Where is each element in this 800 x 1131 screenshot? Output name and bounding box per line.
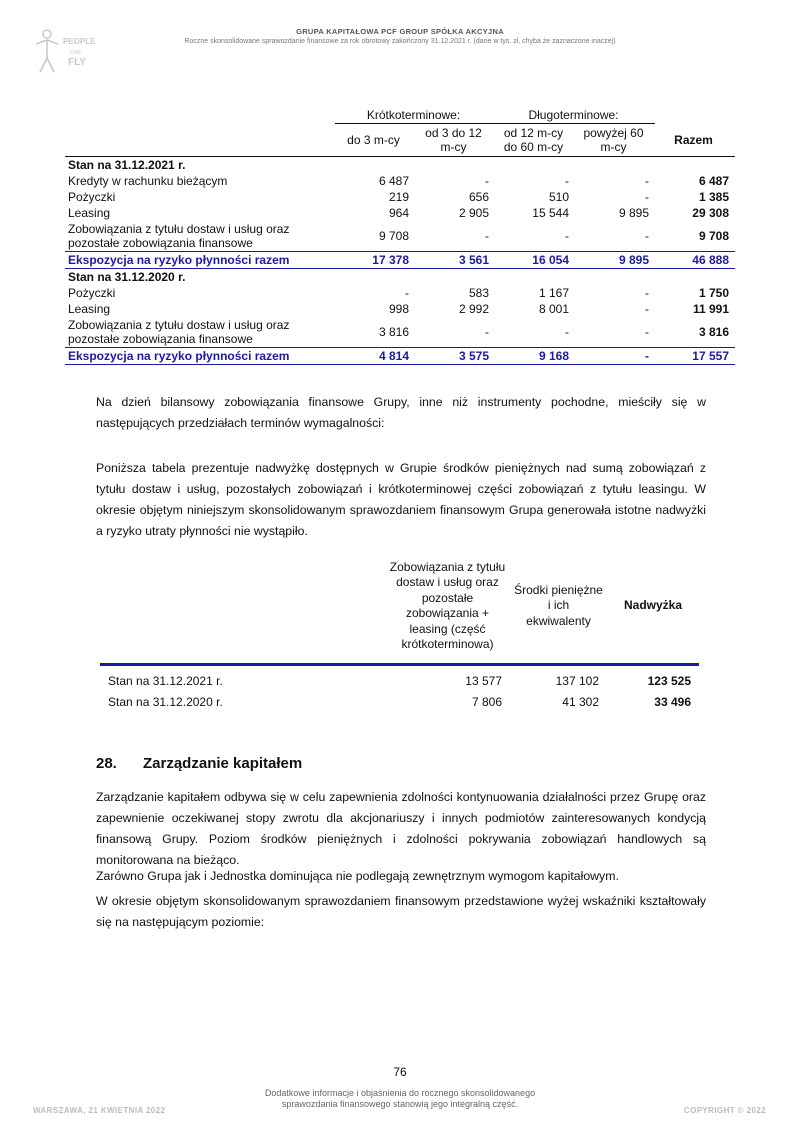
cell: - [645,285,649,300]
row-total: 9 708 [698,228,729,243]
section-title: Zarządzanie kapitałem [143,755,303,772]
paragraph-external-requirements: Zarówno Grupa jak i Jednostka dominująca nie podlegają zewnętrznym wymogom kapitałowym. [96,869,619,883]
col-total: Razem [655,124,735,157]
section-row [65,268,735,285]
total-row-2021 [65,251,735,268]
table-row [65,173,735,189]
footer-note-line1: Dodatkowe informacje i objaśnienia do rocznego skonsolidowanego [264,1088,536,1098]
cell: 41 302 [562,694,599,709]
cell: - [405,285,409,300]
cell: 13 577 [465,673,502,688]
col-liabilities: Zobowiązania z tytułu dostaw i usług oraz pozostałe zobowiązania + leasing (część krótkoterminowa) [385,549,510,665]
cell: - [565,173,569,188]
row-total: 1 750 [698,285,729,300]
paragraph-capital-management: Zarządzanie kapitałem odbywa się w celu zapewnienia zdolności kontynuowania działalności przez Grupę oraz zapewnienie oczekiwanej stopy zwrotu dla akcjonariuszy i innych podmiotów zainteresowanych kondycją finansową Grupy. Poziom środków pieniężnych i zdolności pokrywania zobowiązań handlowych są monitorowana na bieżąco. [96,790,706,867]
group-long-term: Długoterminowe: [495,107,655,124]
header-title: GRUPA KAPITAŁOWA PCF GROUP SPÓŁKA AKCYJNA [296,27,504,36]
row-total: 46 888 [655,251,735,268]
cell: 8 001 [538,301,569,316]
cell: - [565,228,569,243]
row-total: 6 487 [698,173,729,188]
header-group-row [65,107,735,124]
row-total: 1 385 [698,189,729,204]
paragraph-surplus-intro: Poniższa tabela prezentuje nadwyżkę dostępnych w Grupie środków pieniężnych nad sumą zobowiązań z tytułu dostaw i usług, pozostałych zobowiązań i krótkoterminowej części zobowiązań z tytułu leasingu. W okresie objętym niniejszym skonsolidowanym sprawozdaniem finansowym Grupa generowała istotne nadwyżki a ryzyko utraty płynności nie wystąpiło. [96,461,706,538]
cell: 510 [548,189,569,204]
section-label-2021: Stan na 31.12.2021 r. [68,157,186,172]
cell: 3 575 [415,347,495,364]
paragraph-maturity-intro: Na dzień bilansowy zobowiązania finansowe Grupy, inne niż instrumenty pochodne, mieściły się w następujących przedziałach terminów wymagalności: [96,395,706,430]
cell: 583 [468,285,489,300]
surplus-header-row [100,549,699,665]
row-total: 17 557 [655,347,735,364]
cell: 219 [388,189,409,204]
row-label: Pożyczki [68,189,116,204]
cell: 1 167 [538,285,569,300]
cell: 998 [388,301,409,316]
page-number: 76 [393,1065,407,1079]
cell: 16 054 [495,251,575,268]
row-label: Zobowiązania z tytułu dostaw i usług oraz pozostałe zobowiązania finansowe [68,221,290,250]
paragraph-ratios-intro: W okresie objętym skonsolidowanym sprawozdaniem finansowym przedstawione wyżej wskaźniki kształtowały się na następującym poziomie: [96,894,706,929]
cell: - [645,228,649,243]
table-row [65,317,735,348]
table-row [65,189,735,205]
cell: 9 168 [495,347,575,364]
cell: 964 [388,205,409,220]
footer-copyright: COPYRIGHT © 2022 [683,1106,766,1115]
cell: 9 708 [378,228,409,243]
cell: 2 905 [458,205,489,220]
table-row [100,691,699,712]
col-3-12m: od 3 do 12 m-cy [415,124,495,157]
section-number: 28. [96,755,117,772]
row-label: Leasing [68,205,111,220]
cell: - [485,228,489,243]
svg-text:PEOPLE: PEOPLE [63,37,96,46]
total-row-2020 [65,347,735,364]
header-subtitle: Roczne skonsolidowane sprawozdanie finansowe za rok obrotowy zakończony 31.12.2021 r. (dane w tys. zł, chyba że zaznaczone inaczej) [184,38,616,45]
surplus-table [100,549,699,712]
cell: 2 992 [458,301,489,316]
cell: 9 895 [618,205,649,220]
row-total: 11 991 [692,301,729,316]
cell: 656 [468,189,489,204]
group-short-term: Krótkoterminowe: [335,107,495,124]
cell: 9 895 [575,251,655,268]
cell: 123 525 [647,673,691,688]
cell: 33 496 [654,694,691,709]
svg-text:CAN: CAN [70,50,81,56]
col-surplus: Nadwyżka [607,549,699,665]
table-row [65,221,735,252]
row-total: 29 308 [692,205,729,220]
cell: - [645,301,649,316]
cell: 7 806 [471,694,502,709]
cell: 3 816 [378,324,409,339]
cell: - [645,173,649,188]
row-label: Kredyty w rachunku bieżącym [68,173,228,188]
cell: 15 544 [532,205,569,220]
cell: 17 378 [335,251,415,268]
table-row [65,301,735,317]
row-total: 3 816 [698,324,729,339]
cell: - [565,324,569,339]
section-label-2020: Stan na 31.12.2020 r. [68,269,186,284]
cell: - [485,173,489,188]
cell: 3 561 [415,251,495,268]
total-label: Ekspozycja na ryzyko płynności razem [65,347,335,364]
svg-text:FLY: FLY [68,57,86,68]
header-column-row [65,124,735,157]
col-12-60m: od 12 m-cy do 60 m-cy [495,124,575,157]
cell: 137 102 [555,673,599,688]
cell: - [485,324,489,339]
cell: 4 814 [335,347,415,364]
table-row [65,285,735,301]
row-label: Stan na 31.12.2020 r. [108,694,223,709]
section-row [65,156,735,173]
table-row [65,205,735,221]
cell: 6 487 [378,173,409,188]
row-label: Zobowiązania z tytułu dostaw i usług oraz pozostałe zobowiązania finansowe [68,317,290,346]
footer-note-line2: sprawozdania finansowego stanowią jego integralną część. [281,1099,519,1109]
table-row [100,665,699,692]
row-label: Stan na 31.12.2021 r. [108,673,223,688]
total-label: Ekspozycja na ryzyko płynności razem [65,251,335,268]
row-label: Pożyczki [68,285,116,300]
row-label: Leasing [68,301,111,316]
liquidity-risk-table [65,107,735,365]
cell: - [645,189,649,204]
col-cash: Środki pieniężne i ich ekwiwalenty [510,549,607,665]
cell: - [575,347,655,364]
footer-place-date: WARSZAWA, 21 KWIETNIA 2022 [33,1106,166,1115]
cell: - [645,324,649,339]
col-over-60m: powyżej 60 m-cy [575,124,655,157]
col-up-to-3m: do 3 m-cy [335,124,415,157]
